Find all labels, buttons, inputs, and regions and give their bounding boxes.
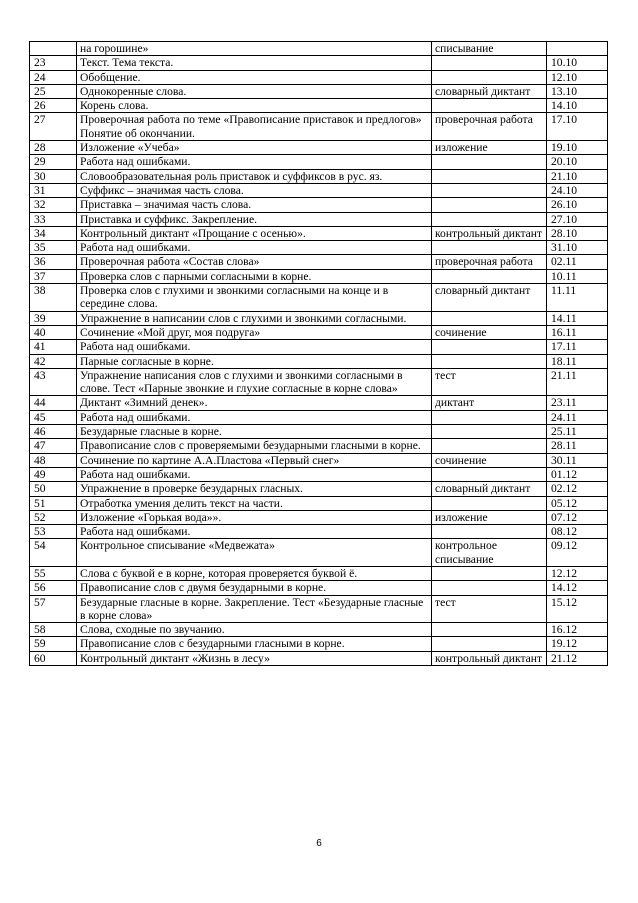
lesson-date-cell: 07.12: [547, 510, 608, 524]
work-type-cell: [432, 155, 547, 169]
lesson-date-cell: 16.11: [547, 325, 608, 339]
lesson-number-cell: 54: [30, 539, 77, 567]
lesson-topic-cell: Работа над ошибками.: [77, 467, 432, 481]
work-type-cell: [432, 340, 547, 354]
lesson-number-cell: 30: [30, 169, 77, 183]
work-type-cell: [432, 354, 547, 368]
table-row: [30, 284, 608, 312]
lesson-topic-cell: Словообразовательная роль приставок и суффиксов в рус. яз.: [77, 169, 432, 183]
table-row: [30, 525, 608, 539]
table-row: [30, 241, 608, 255]
lesson-date-cell: 23.11: [547, 396, 608, 410]
lesson-date-cell: 02.11: [547, 255, 608, 269]
table-row: [30, 169, 608, 183]
lesson-number-cell: 48: [30, 453, 77, 467]
lesson-date-cell: 14.11: [547, 311, 608, 325]
lesson-date-cell: 19.12: [547, 637, 608, 651]
lesson-topic-cell: Контрольный диктант «Прощание с осенью».: [77, 226, 432, 240]
table-row: [30, 581, 608, 595]
lesson-date-cell: 21.10: [547, 169, 608, 183]
lesson-topic-cell: Обобщение.: [77, 70, 432, 84]
work-type-cell: тест: [432, 368, 547, 396]
lesson-date-cell: 18.11: [547, 354, 608, 368]
table-row: [30, 56, 608, 70]
lesson-topic-cell: Однокоренные слова.: [77, 84, 432, 98]
work-type-cell: [432, 566, 547, 580]
lesson-topic-cell: Проверочная работа «Состав слова»: [77, 255, 432, 269]
table-row: [30, 325, 608, 339]
lesson-topic-cell: Проверка слов с парными согласными в корне.: [77, 269, 432, 283]
lesson-number-cell: 50: [30, 482, 77, 496]
lesson-topic-cell: Корень слова.: [77, 99, 432, 113]
lesson-number-cell: 40: [30, 325, 77, 339]
lesson-topic-cell: Контрольный диктант «Жизнь в лесу»: [77, 651, 432, 665]
lesson-date-cell: 09.12: [547, 539, 608, 567]
table-row: [30, 212, 608, 226]
page-number: 6: [316, 838, 322, 849]
table-row: [30, 155, 608, 169]
lesson-number-cell: 52: [30, 510, 77, 524]
lesson-date-cell: 20.10: [547, 155, 608, 169]
work-type-cell: [432, 183, 547, 197]
lesson-topic-cell: Работа над ошибками.: [77, 340, 432, 354]
lesson-number-cell: 59: [30, 637, 77, 651]
table-row: [30, 453, 608, 467]
work-type-cell: контрольное списывание: [432, 539, 547, 567]
lesson-number-cell: 49: [30, 467, 77, 481]
lesson-number-cell: 46: [30, 425, 77, 439]
lesson-topic-cell: Работа над ошибками.: [77, 525, 432, 539]
lesson-topic-cell: Слова с буквой е в корне, которая проверяется буквой ё.: [77, 566, 432, 580]
work-type-cell: словарный диктант: [432, 84, 547, 98]
table-row: [30, 482, 608, 496]
lesson-number-cell: 58: [30, 623, 77, 637]
lesson-number-cell: 55: [30, 566, 77, 580]
work-type-cell: [432, 169, 547, 183]
lesson-date-cell: 24.11: [547, 410, 608, 424]
table-row: [30, 70, 608, 84]
lesson-date-cell: 19.10: [547, 141, 608, 155]
table-row: [30, 368, 608, 396]
work-type-cell: [432, 623, 547, 637]
work-type-cell: [432, 581, 547, 595]
lesson-date-cell: 10.10: [547, 56, 608, 70]
lesson-number-cell: 53: [30, 525, 77, 539]
work-type-cell: [432, 269, 547, 283]
lesson-date-cell: [547, 42, 608, 56]
table-row: [30, 651, 608, 665]
lesson-date-cell: 02.12: [547, 482, 608, 496]
lesson-date-cell: 28.11: [547, 439, 608, 453]
work-type-cell: [432, 99, 547, 113]
table-row: [30, 42, 608, 56]
lesson-date-cell: 08.12: [547, 525, 608, 539]
lesson-topic-cell: Проверочная работа по теме «Правописание приставок и предлогов» Понятие об окончании.: [77, 113, 432, 141]
lesson-date-cell: 05.12: [547, 496, 608, 510]
lesson-date-cell: 11.11: [547, 284, 608, 312]
lesson-number-cell: 45: [30, 410, 77, 424]
table-row: [30, 84, 608, 98]
work-type-cell: словарный диктант: [432, 482, 547, 496]
lesson-date-cell: 14.12: [547, 581, 608, 595]
lesson-topic-cell: Проверка слов с глухими и звонкими согласными на конце и в середине слова.: [77, 284, 432, 312]
lesson-date-cell: 24.10: [547, 183, 608, 197]
lesson-number-cell: 57: [30, 595, 77, 623]
lesson-number-cell: 42: [30, 354, 77, 368]
lesson-date-cell: 12.12: [547, 566, 608, 580]
lesson-date-cell: 13.10: [547, 84, 608, 98]
lesson-topic-cell: Работа над ошибками.: [77, 241, 432, 255]
table-row: [30, 99, 608, 113]
work-type-cell: [432, 56, 547, 70]
table-row: [30, 566, 608, 580]
lesson-topic-cell: Работа над ошибками.: [77, 155, 432, 169]
lesson-date-cell: 21.12: [547, 651, 608, 665]
lesson-number-cell: 51: [30, 496, 77, 510]
lesson-topic-cell: Слова, сходные по звучанию.: [77, 623, 432, 637]
lesson-plan-table: [29, 41, 608, 666]
lesson-number-cell: 36: [30, 255, 77, 269]
lesson-number-cell: 27: [30, 113, 77, 141]
lesson-date-cell: 16.12: [547, 623, 608, 637]
table-row: [30, 396, 608, 410]
lesson-topic-cell: Текст. Тема текста.: [77, 56, 432, 70]
work-type-cell: списывание: [432, 42, 547, 56]
lesson-topic-cell: Упражнение в написании слов с глухими и звонкими согласными.: [77, 311, 432, 325]
table-row: [30, 340, 608, 354]
work-type-cell: [432, 241, 547, 255]
lesson-date-cell: 21.11: [547, 368, 608, 396]
lesson-number-cell: 26: [30, 99, 77, 113]
table-row: [30, 141, 608, 155]
lesson-date-cell: 30.11: [547, 453, 608, 467]
table-row: [30, 198, 608, 212]
lesson-topic-cell: Отработка умения делить текст на части.: [77, 496, 432, 510]
lesson-topic-cell: Правописание слов с двумя безударными в корне.: [77, 581, 432, 595]
work-type-cell: диктант: [432, 396, 547, 410]
table-row: [30, 226, 608, 240]
lesson-number-cell: 60: [30, 651, 77, 665]
lesson-number-cell: 33: [30, 212, 77, 226]
lesson-topic-cell: Приставка и суффикс. Закрепление.: [77, 212, 432, 226]
work-type-cell: [432, 637, 547, 651]
lesson-topic-cell: Сочинение «Мой друг, моя подруга»: [77, 325, 432, 339]
work-type-cell: [432, 410, 547, 424]
lesson-number-cell: 47: [30, 439, 77, 453]
lesson-date-cell: 01.12: [547, 467, 608, 481]
lesson-number-cell: 32: [30, 198, 77, 212]
table-row: [30, 496, 608, 510]
lesson-number-cell: 41: [30, 340, 77, 354]
work-type-cell: проверочная работа: [432, 255, 547, 269]
lesson-date-cell: 27.10: [547, 212, 608, 226]
lesson-date-cell: 17.11: [547, 340, 608, 354]
lesson-topic-cell: Правописание слов с проверяемыми безударными гласными в корне.: [77, 439, 432, 453]
work-type-cell: сочинение: [432, 453, 547, 467]
lesson-number-cell: 38: [30, 284, 77, 312]
lesson-date-cell: 10.11: [547, 269, 608, 283]
work-type-cell: [432, 525, 547, 539]
work-type-cell: [432, 212, 547, 226]
work-type-cell: [432, 198, 547, 212]
lesson-number-cell: 29: [30, 155, 77, 169]
table-row: [30, 354, 608, 368]
table-row: [30, 311, 608, 325]
lesson-date-cell: 25.11: [547, 425, 608, 439]
work-type-cell: изложение: [432, 510, 547, 524]
table-row: [30, 183, 608, 197]
lesson-topic-cell: Правописание слов с безударными гласными в корне.: [77, 637, 432, 651]
lesson-number-cell: 37: [30, 269, 77, 283]
work-type-cell: контрольный диктант: [432, 226, 547, 240]
lesson-date-cell: 17.10: [547, 113, 608, 141]
work-type-cell: контрольный диктант: [432, 651, 547, 665]
table-row: [30, 637, 608, 651]
table-row: [30, 539, 608, 567]
lesson-date-cell: 31.10: [547, 241, 608, 255]
lesson-topic-cell: Диктант «Зимний денек».: [77, 396, 432, 410]
work-type-cell: [432, 70, 547, 84]
lesson-topic-cell: Упражнение в проверке безударных гласных.: [77, 482, 432, 496]
lesson-number-cell: 35: [30, 241, 77, 255]
work-type-cell: [432, 467, 547, 481]
lesson-number-cell: 31: [30, 183, 77, 197]
lesson-date-cell: 28.10: [547, 226, 608, 240]
lesson-topic-cell: Упражнение написания слов с глухими и звонкими согласными в слове. Тест «Парные звонкие и глухие согласные в корне слова»: [77, 368, 432, 396]
lesson-number-cell: 39: [30, 311, 77, 325]
lesson-number-cell: 28: [30, 141, 77, 155]
lesson-number-cell: 56: [30, 581, 77, 595]
lesson-topic-cell: на горошине»: [77, 42, 432, 56]
lesson-topic-cell: Приставка – значимая часть слова.: [77, 198, 432, 212]
lesson-topic-cell: Контрольное списывание «Медвежата»: [77, 539, 432, 567]
lesson-topic-cell: Работа над ошибками.: [77, 410, 432, 424]
lesson-topic-cell: Изложение «Учеба»: [77, 141, 432, 155]
lesson-date-cell: 26.10: [547, 198, 608, 212]
lesson-date-cell: 14.10: [547, 99, 608, 113]
lesson-number-cell: 44: [30, 396, 77, 410]
lesson-number-cell: 34: [30, 226, 77, 240]
lesson-number-cell: [30, 42, 77, 56]
work-type-cell: проверочная работа: [432, 113, 547, 141]
lesson-topic-cell: Сочинение по картине А.А.Пластова «Первый снег»: [77, 453, 432, 467]
work-type-cell: [432, 311, 547, 325]
table-row: [30, 439, 608, 453]
lesson-topic-cell: Безударные гласные в корне.: [77, 425, 432, 439]
work-type-cell: [432, 496, 547, 510]
table-row: [30, 410, 608, 424]
lesson-topic-cell: Безударные гласные в корне. Закрепление. Тест «Безударные гласные в корне слова»: [77, 595, 432, 623]
work-type-cell: сочинение: [432, 325, 547, 339]
lesson-number-cell: 24: [30, 70, 77, 84]
lesson-number-cell: 25: [30, 84, 77, 98]
lesson-number-cell: 43: [30, 368, 77, 396]
table-row: [30, 467, 608, 481]
lesson-number-cell: 23: [30, 56, 77, 70]
work-type-cell: словарный диктант: [432, 284, 547, 312]
lesson-topic-cell: Суффикс – значимая часть слова.: [77, 183, 432, 197]
lesson-date-cell: 12.10: [547, 70, 608, 84]
table-row: [30, 269, 608, 283]
work-type-cell: изложение: [432, 141, 547, 155]
table-row: [30, 623, 608, 637]
lesson-topic-cell: Изложение «Горькая вода»».: [77, 510, 432, 524]
work-type-cell: [432, 425, 547, 439]
lesson-date-cell: 15.12: [547, 595, 608, 623]
table-row: [30, 255, 608, 269]
lesson-topic-cell: Парные согласные в корне.: [77, 354, 432, 368]
table-row: [30, 510, 608, 524]
work-type-cell: [432, 439, 547, 453]
table-row: [30, 425, 608, 439]
work-type-cell: тест: [432, 595, 547, 623]
table-row: [30, 595, 608, 623]
table-row: [30, 113, 608, 141]
lesson-plan-rows: [30, 42, 608, 666]
